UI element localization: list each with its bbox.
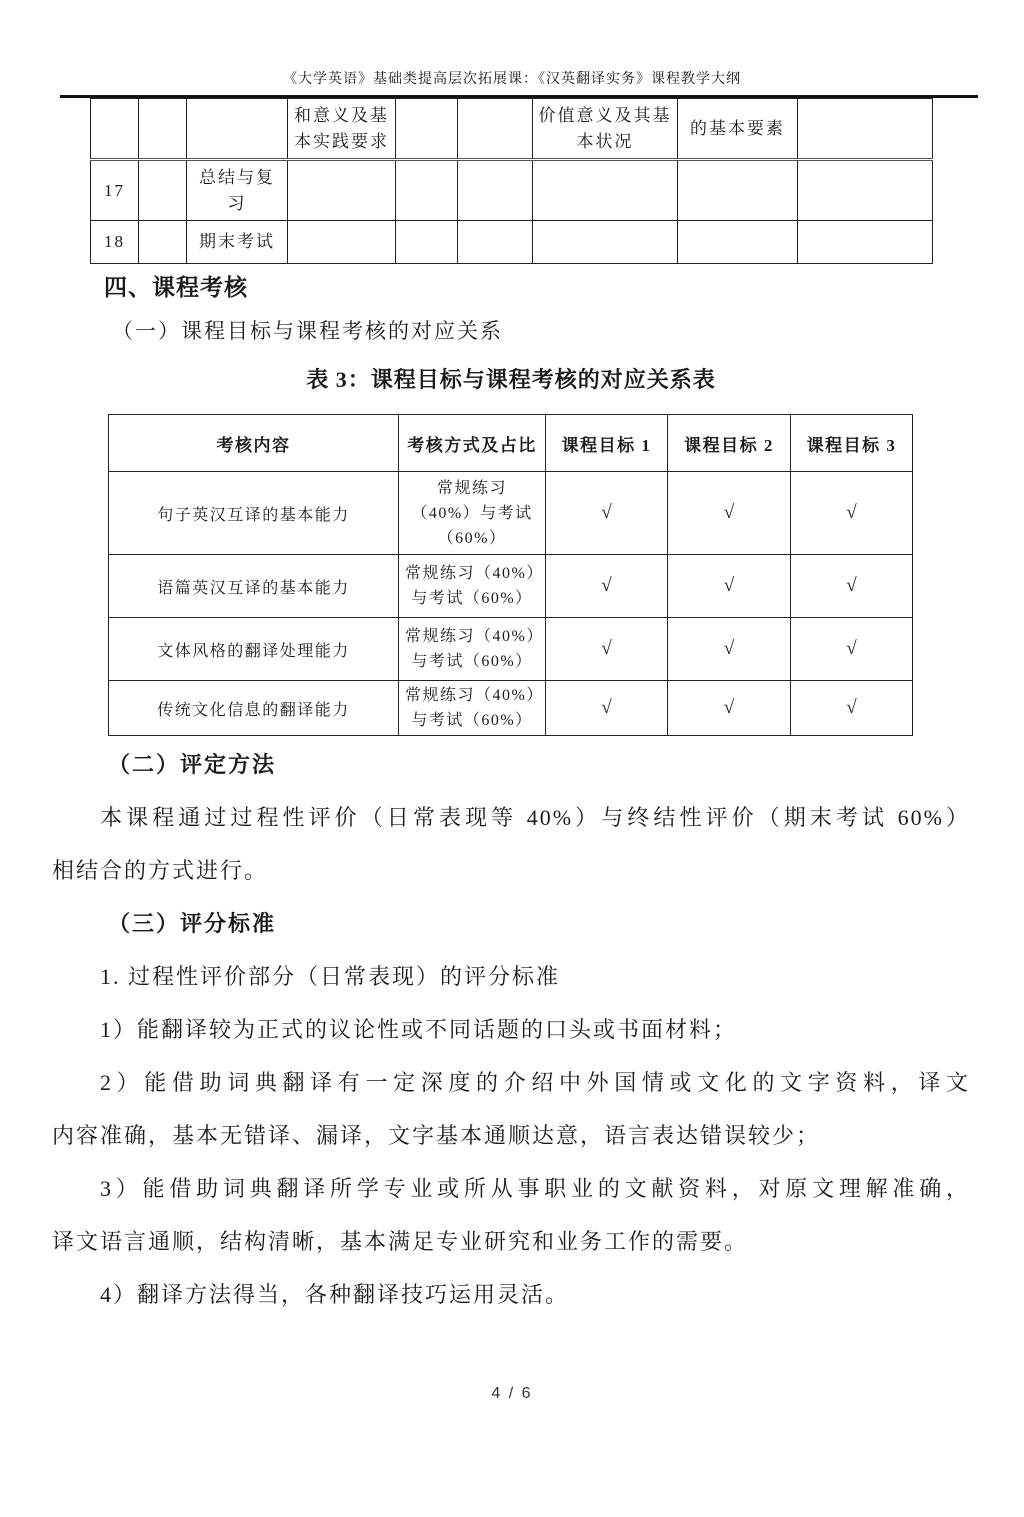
cell-assess-method [399,472,546,555]
schedule-row-partial [91,99,933,160]
cell-topic: 总结与复习 [187,160,288,221]
header-assess-method: 考核方式及占比 [399,415,546,472]
method-line: （40%）与考试 [411,504,533,522]
subsection-heading-3: （三）评分标准 [108,911,277,936]
table3-row [109,472,913,555]
cell-assess-content: 传统文化信息的翻译能力 [109,681,399,736]
cell-assess-content: 句子英汉互译的基本能力 [109,472,399,555]
cell-content-continuation: 和意义及基本实践要求 [288,99,396,160]
section-heading-course-assessment: 四、课程考核 [104,275,248,300]
list-item: 4）翻译方法得当，各种翻译技巧运用灵活。 [100,1282,570,1307]
page-number: 4 / 6 [491,1385,533,1402]
header-goal-1: 课程目标 1 [546,415,668,472]
table3-row [109,555,913,618]
course-goal-assessment-table [108,414,913,736]
cell-element-continuation: 的基本要素 [678,99,798,160]
checkmark-goal1: √ [546,472,668,555]
method-line: 常规练习（40%） [405,628,544,645]
cell-assess-content: 语篇英汉互译的基本能力 [109,555,399,618]
cell [798,99,933,160]
list-item-head: 1. 过程性评价部分（日常表现）的评分标准 [100,964,561,989]
cell-objective-continuation: 价值意义及其基本状况 [533,99,678,160]
checkmark-goal2: √ [668,681,791,736]
cell [187,99,288,160]
checkmark-goal1: √ [546,618,668,681]
cell [678,160,798,221]
method-line: 常规练习 [436,479,507,497]
list-item-continuation: 译文语言通顺，结构清晰，基本满足专业研究和业务工作的需要。 [52,1229,749,1254]
cell-week-number: 17 [91,160,139,221]
checkmark-goal1: √ [546,681,668,736]
method-line: 与考试（60%） [411,590,533,607]
cell [458,221,533,264]
schedule-table [90,98,933,264]
cell [139,160,187,221]
checkmark-goal3: √ [791,472,913,555]
page-header: 《大学英语》基础类提高层次拓展课：《汉英翻译实务》课程教学大纲 [283,72,741,87]
cell [396,99,458,160]
table3-caption: 表 3：课程目标与课程考核的对应关系表 [306,367,716,392]
cell [288,160,396,221]
cell [533,221,678,264]
list-item: 1）能翻译较为正式的议论性或不同话题的口头或书面材料； [100,1017,738,1042]
cell-assess-method [399,618,546,681]
cell [458,99,533,160]
checkmark-goal2: √ [668,618,791,681]
subsection-heading-1: （一）课程目标与课程考核的对应关系 [112,319,503,343]
paragraph-line: 相结合的方式进行。 [52,858,269,883]
header-goal-2: 课程目标 2 [668,415,791,472]
paragraph-line: 本课程通过过程性评价（日常表现等 40%）与终结性评价（期末考试 60%） [100,805,970,830]
method-line: 常规练习（40%） [405,565,544,582]
header-goal-3: 课程目标 3 [791,415,913,472]
cell [798,160,933,221]
cell-assess-content: 文体风格的翻译处理能力 [109,618,399,681]
method-line: 常规练习（40%） [405,687,544,704]
checkmark-goal1: √ [546,555,668,618]
method-line: 与考试（60%） [411,653,533,670]
cell [288,221,396,264]
checkmark-goal3: √ [791,618,913,681]
header-assess-content: 考核内容 [109,415,399,472]
cell [458,160,533,221]
schedule-row-week18 [91,221,933,264]
cell [678,221,798,264]
table3-row [109,681,913,736]
cell-topic: 期末考试 [187,221,288,264]
checkmark-goal2: √ [668,472,791,555]
cell [396,221,458,264]
list-item: 3）能借助词典翻译所学专业或所从事职业的文献资料，对原文理解准确， [100,1176,970,1201]
cell [798,221,933,264]
cell-assess-method [399,555,546,618]
cell [533,160,678,221]
body-text [52,738,970,1321]
checkmark-goal3: √ [791,555,913,618]
list-item-continuation: 内容准确，基本无错译、漏译，文字基本通顺达意，语言表达错误较少； [52,1123,821,1148]
subsection-heading-2: （二）评定方法 [108,752,277,777]
cell-assess-method [399,681,546,736]
cell [91,99,139,160]
main-content [52,270,970,1321]
schedule-row-week17 [91,160,933,221]
checkmark-goal3: √ [791,681,913,736]
checkmark-goal2: √ [668,555,791,618]
cell [139,99,187,160]
cell [139,221,187,264]
table3-row [109,618,913,681]
method-line: 与考试（60%） [411,712,533,729]
cell-week-number: 18 [91,221,139,264]
method-line: （60%） [437,529,507,547]
cell [396,160,458,221]
table3-header-row [109,415,913,472]
list-item: 2）能借助词典翻译有一定深度的介绍中外国情或文化的文字资料，译文 [100,1070,970,1095]
